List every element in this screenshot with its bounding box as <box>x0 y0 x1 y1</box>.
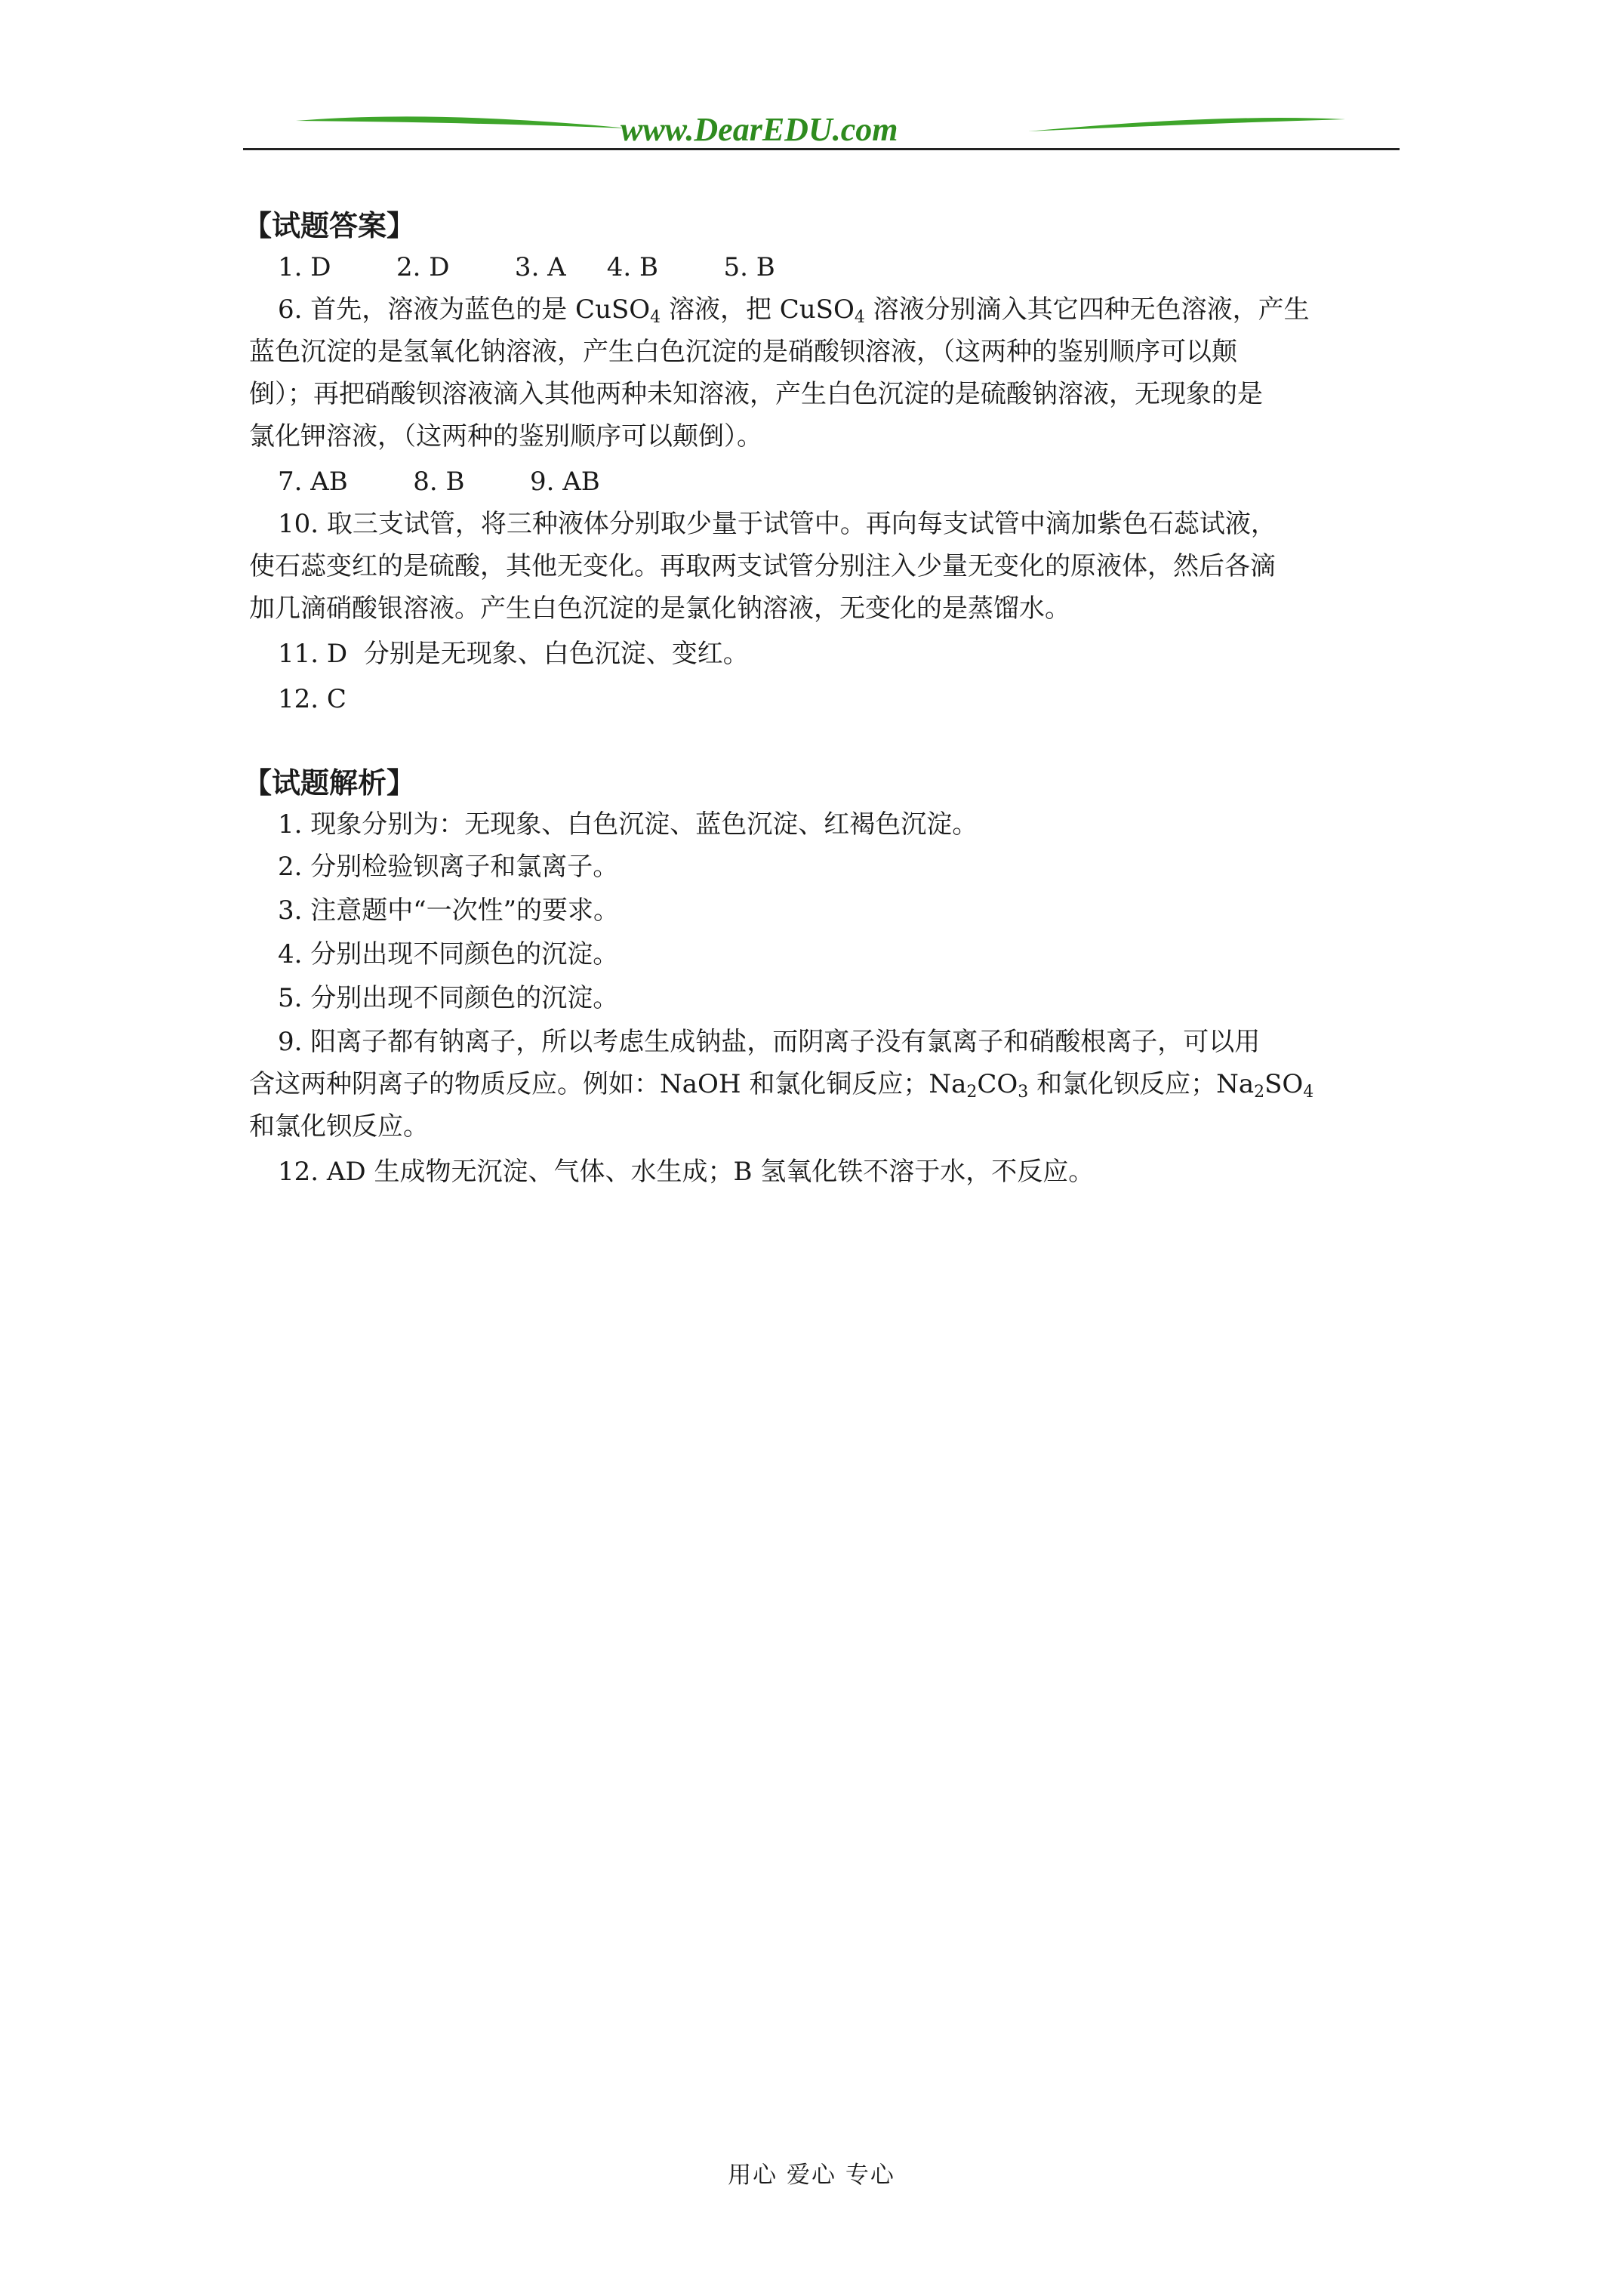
analysis-9-line-1: 9. 阳离子都有钠离子，所以考虑生成钠盐，而阴离子没有氯离子和硝酸根离子，可以用 <box>278 1027 1261 1057</box>
analysis-9-line-2 <box>249 1069 1313 1108</box>
answer-6-line-4: 氯化钾溶液，（这两种的鉴别顺序可以颠倒）。 <box>249 421 762 451</box>
page-footer: 用心 爱心 专心 <box>728 2162 895 2189</box>
text: SO <box>1264 1069 1304 1099</box>
analysis-title: 【试题解析】 <box>243 766 416 800</box>
subscript: 4 <box>650 308 661 327</box>
answer-10-line-1: 10. 取三支试管，将三种液体分别取少量于试管中。再向每支试管中滴加紫色石蕊试液， <box>278 509 1277 539</box>
analysis-2: 2. 分别检验钡离子和氯离子。 <box>278 852 619 882</box>
analysis-9-line-3: 和氯化钡反应。 <box>249 1111 429 1142</box>
analysis-1: 1. 现象分别为：无现象、白色沉淀、蓝色沉淀、红褐色沉淀。 <box>278 809 978 840</box>
answer-10-line-2: 使石蕊变红的是硫酸，其他无变化。再取两支试管分别注入少量无变化的原液体，然后各滴 <box>249 551 1276 581</box>
text: 含这两种阴离子的物质反应。例如：NaOH 和氯化铜反应；Na <box>249 1069 967 1099</box>
answer-6-line-3: 倒）；再把硝酸钡溶液滴入其他两种未知溶液，产生白色沉淀的是硫酸钠溶液，无现象的是 <box>249 379 1263 409</box>
subscript: 2 <box>1254 1083 1265 1102</box>
analysis-3: 3. 注意题中“一次性”的要求。 <box>278 895 620 926</box>
answer-6-line-2: 蓝色沉淀的是氢氧化钠溶液，产生白色沉淀的是硝酸钡溶液，（这两种的鉴别顺序可以颠 <box>249 337 1237 367</box>
answer-10-line-3: 加几滴硝酸银溶液。产生白色沉淀的是氯化钠溶液，无变化的是蒸馏水。 <box>249 593 1070 624</box>
site-banner-text: www.DearEDU.com <box>621 111 898 148</box>
answer-11: 11. D 分别是无现象、白色沉淀、变红。 <box>278 639 749 669</box>
subscript: 3 <box>1018 1083 1029 1102</box>
text: 和氯化钡反应；Na <box>1028 1069 1255 1099</box>
site-banner-logo <box>243 106 1400 159</box>
text: 溶液分别滴入其它四种无色溶液，产生 <box>864 294 1310 325</box>
answers-row-7-9: 7. AB 8. B 9. AB <box>278 467 600 497</box>
answers-title: 【试题答案】 <box>243 208 416 242</box>
analysis-4: 4. 分别出现不同颜色的沉淀。 <box>278 939 619 969</box>
answers-row-1-5: 1. D 2. D 3. A 4. B 5. B <box>278 252 775 282</box>
analysis-12: 12. AD 生成物无沉淀、气体、水生成；B 氢氧化铁不溶于水，不反应。 <box>278 1157 1095 1187</box>
answer-12: 12. C <box>278 684 346 714</box>
subscript: 2 <box>966 1083 978 1102</box>
text: 溶液，把 CuSO <box>661 294 855 325</box>
subscript: 4 <box>1303 1083 1314 1102</box>
left-swoosh <box>296 116 628 128</box>
answer-6-line-1 <box>278 294 1310 333</box>
analysis-5: 5. 分别出现不同颜色的沉淀。 <box>278 983 619 1013</box>
header-rule <box>243 148 1400 150</box>
text: CO <box>977 1069 1018 1099</box>
text: 6. 首先，溶液为蓝色的是 CuSO <box>278 294 651 325</box>
subscript: 4 <box>854 308 865 327</box>
right-swoosh <box>1028 118 1345 131</box>
